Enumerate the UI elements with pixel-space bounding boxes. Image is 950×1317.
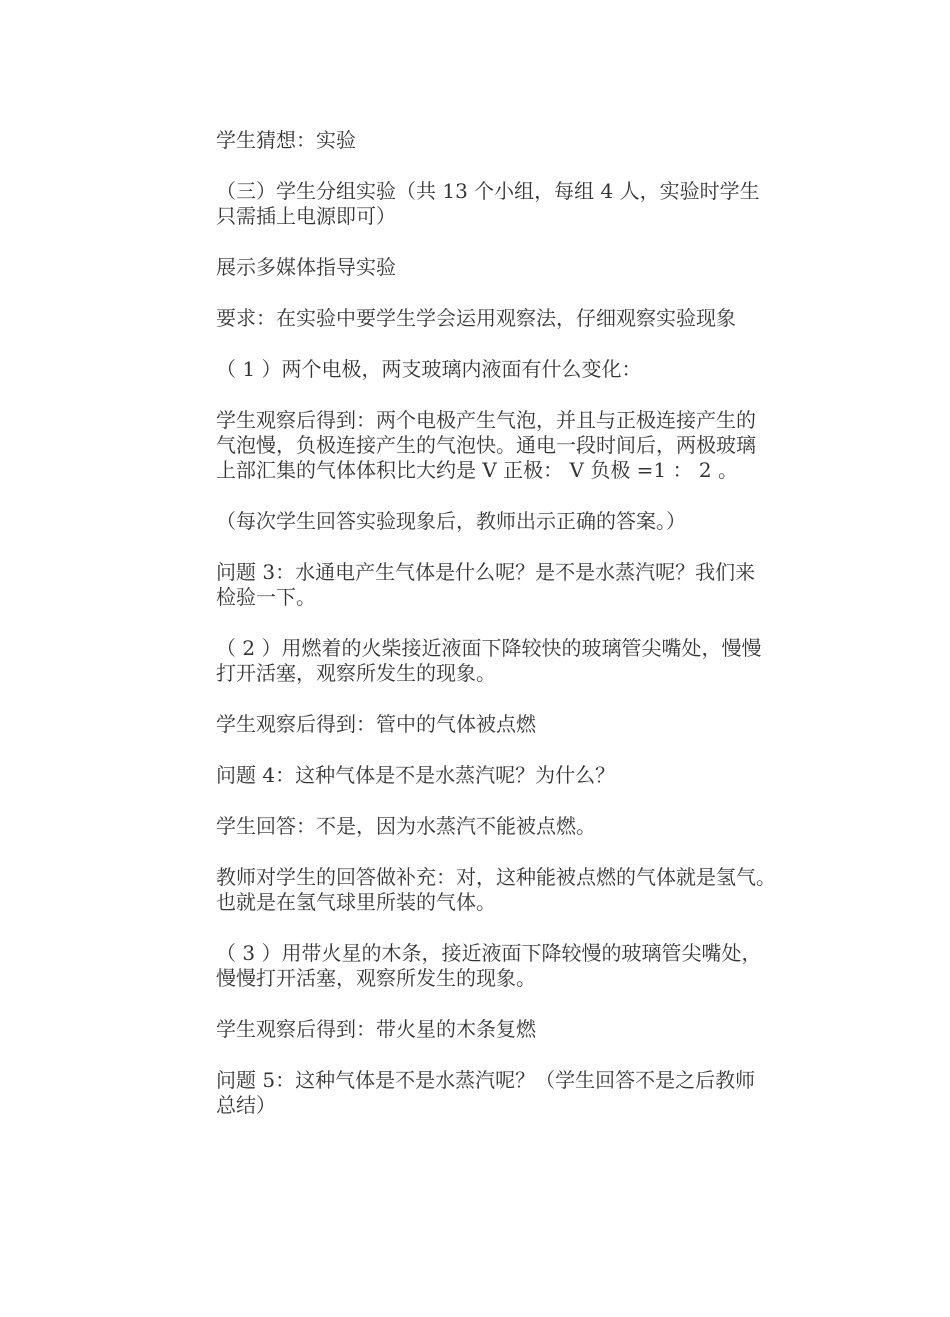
text-line: 打开活塞，观察所发生的现象。 bbox=[216, 661, 496, 685]
paragraph-student-guess bbox=[216, 128, 816, 153]
text-line: 问题 4：这种气体是不是水蒸汽呢？为什么？ bbox=[216, 763, 616, 787]
text-line: 只需插上电源即可） bbox=[216, 204, 396, 228]
paragraph-observation-2 bbox=[216, 712, 816, 737]
text-line: （ 3 ）用带火星的木条，接近液面下降较慢的玻璃管尖嘴处， bbox=[216, 941, 762, 965]
text-line: 学生猜想：实验 bbox=[216, 128, 356, 152]
text-line: 也就是在氢气球里所装的气体。 bbox=[216, 890, 496, 914]
text-line: 学生回答：不是，因为水蒸汽不能被点燃。 bbox=[216, 814, 596, 838]
text-line: 检验一下。 bbox=[216, 585, 316, 609]
text-line: 展示多媒体指导实验 bbox=[216, 255, 396, 279]
text-line: 学生观察后得到：两个电极产生气泡，并且与正极连接产生的 bbox=[216, 408, 756, 432]
paragraph-question-4 bbox=[216, 763, 816, 788]
paragraph-observation-3 bbox=[216, 1017, 816, 1042]
text-line: 教师对学生的回答做补充：对，这种能被点燃的气体就是氢气。 bbox=[216, 865, 776, 889]
paragraph-step-3 bbox=[216, 941, 816, 991]
paragraph-multimedia bbox=[216, 255, 816, 280]
paragraph-question-5 bbox=[216, 1068, 816, 1118]
paragraph-requirement bbox=[216, 306, 816, 331]
paragraph-teacher-supplement bbox=[216, 865, 816, 915]
text-line: 要求：在实验中要学生学会运用观察法，仔细观察实验现象 bbox=[216, 306, 736, 330]
paragraph-step-2 bbox=[216, 636, 816, 686]
paragraph-observation-1 bbox=[216, 408, 816, 483]
document-body bbox=[216, 128, 816, 1144]
paragraph-step-1 bbox=[216, 357, 816, 382]
text-line: 慢慢打开活塞，观察所发生的现象。 bbox=[216, 966, 536, 990]
text-line: 总结） bbox=[216, 1093, 276, 1117]
text-line: 学生观察后得到：带火星的木条复燃 bbox=[216, 1017, 536, 1041]
text-line: 问题 5：这种气体是不是水蒸汽呢？（学生回答不是之后教师 bbox=[216, 1068, 756, 1092]
text-line: 上部汇集的气体体积比大约是 V 正极： V 负极 =1 ： 2 。 bbox=[216, 458, 738, 482]
text-line: 问题 3：水通电产生气体是什么呢？是不是水蒸汽呢？我们来 bbox=[216, 560, 756, 584]
paragraph-question-3 bbox=[216, 560, 816, 610]
text-line: （三）学生分组实验（共 13 个小组，每组 4 人，实验时学生 bbox=[216, 179, 760, 203]
text-line: （ 2 ）用燃着的火柴接近液面下降较快的玻璃管尖嘴处，慢慢 bbox=[216, 636, 762, 660]
paragraph-student-answer bbox=[216, 814, 816, 839]
text-line: （每次学生回答实验现象后，教师出示正确的答案。） bbox=[216, 509, 686, 533]
text-line: 气泡慢，负极连接产生的气泡快。通电一段时间后，两极玻璃 bbox=[216, 433, 756, 457]
text-line: 学生观察后得到：管中的气体被点燃 bbox=[216, 712, 536, 736]
paragraph-group-experiment bbox=[216, 179, 816, 229]
paragraph-teacher-note bbox=[216, 509, 816, 534]
text-line: （ 1 ）两个电极，两支玻璃内液面有什么变化： bbox=[216, 357, 642, 381]
